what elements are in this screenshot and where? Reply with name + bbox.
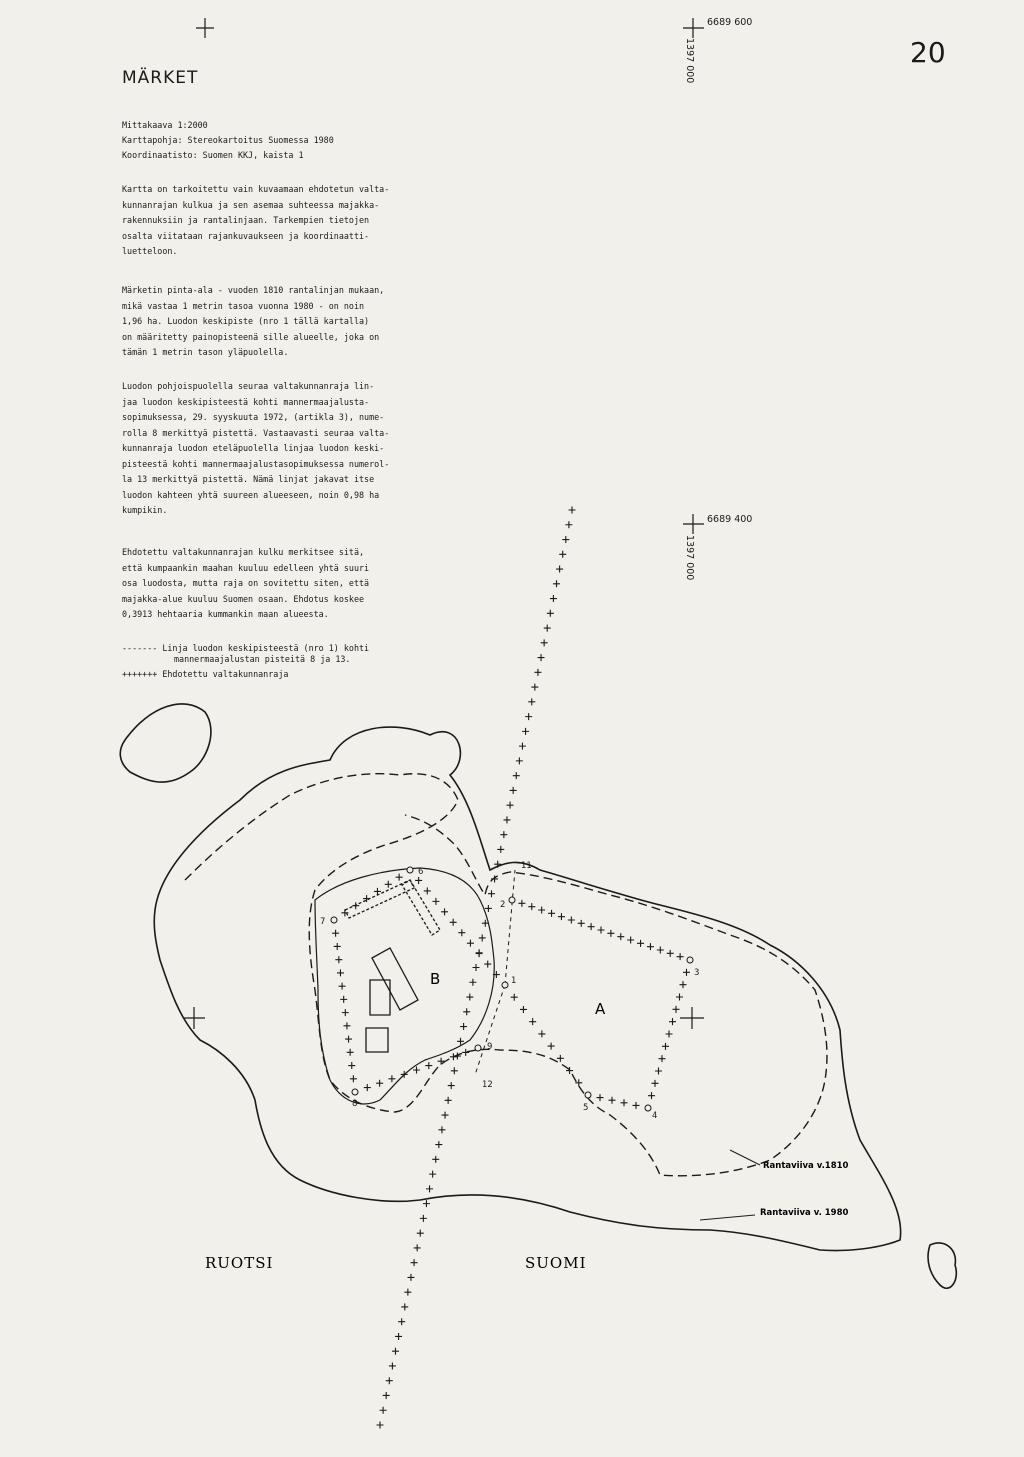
point-label-8: 8 (352, 1099, 358, 1109)
border-plus-mark (423, 1200, 430, 1207)
point-label-9: 9 (487, 1042, 493, 1052)
border-plus-mark (548, 1043, 555, 1050)
point-2 (509, 897, 515, 903)
border-plus-mark (442, 1112, 449, 1119)
border-plus-mark (426, 1185, 433, 1192)
border-plus-mark (575, 1079, 582, 1086)
border-plus-mark (683, 969, 690, 976)
border-plus-mark (352, 902, 359, 909)
border-plus-mark (676, 994, 683, 1001)
point-label-6: 6 (418, 867, 424, 877)
border-plus-mark (621, 1099, 628, 1106)
border-plus-mark (522, 728, 529, 735)
border-plus-mark (450, 919, 457, 926)
base-map-text: Karttapohja: Stereokartoitus Suomessa 1980 (122, 135, 334, 145)
border-plus-mark (662, 1043, 669, 1050)
border-plus-mark (569, 507, 576, 514)
border-plus-mark (528, 698, 535, 705)
border-plus-mark (538, 1030, 545, 1037)
border-plus-mark (511, 994, 518, 1001)
border-plus-mark (450, 1053, 457, 1060)
point-label-11: 11 (521, 861, 532, 871)
point-5 (585, 1092, 591, 1098)
border-plus-mark (541, 639, 548, 646)
border-plus-mark (467, 940, 474, 947)
border-plus-mark (383, 1392, 390, 1399)
country-label-west: RUOTSI (205, 1254, 274, 1272)
point-6 (407, 867, 413, 873)
area-label-a: A (595, 1000, 606, 1018)
border-plus-mark (413, 1067, 420, 1074)
border-plus-mark (562, 536, 569, 543)
border-plus-mark (441, 908, 448, 915)
border-plus-mark (547, 610, 554, 617)
point-label-4: 4 (652, 1111, 658, 1121)
border-plus-mark (669, 1018, 676, 1025)
border-plus-mark (667, 950, 674, 957)
border-plus-mark (553, 580, 560, 587)
point-7 (331, 917, 337, 923)
legend-centre-line-cont: mannermaajalustan pisteitä 8 ja 13. (174, 654, 351, 664)
building-wall (345, 880, 414, 918)
point-label-5: 5 (583, 1103, 589, 1113)
border-plus-mark (425, 1062, 432, 1069)
proposed-border (331, 507, 694, 1429)
border-plus-mark (568, 917, 575, 924)
islet-southeast (928, 1243, 956, 1288)
border-plus-mark (617, 933, 624, 940)
border-plus-mark (637, 940, 644, 947)
building-1 (372, 948, 418, 1010)
border-plus-mark (411, 1259, 418, 1266)
border-plus-mark (432, 1156, 439, 1163)
border-plus-mark (460, 1023, 467, 1030)
legend-border-text: Ehdotettu valtakunnanraja (162, 669, 289, 679)
grid-coord-north-mid: 6689 400 (707, 514, 753, 525)
border-plus-mark (657, 947, 664, 954)
border-plus-mark (655, 1068, 662, 1075)
grid-cross-map-west (183, 1007, 205, 1029)
border-plus-mark (550, 595, 557, 602)
border-plus-mark (364, 1084, 371, 1091)
border-plus-mark (451, 1067, 458, 1074)
border-plus-mark (503, 816, 510, 823)
shoreline-1810-label: Rantaviiva v.1810 (763, 1161, 849, 1171)
border-plus-mark (458, 929, 465, 936)
border-plus-mark (578, 920, 585, 927)
border-plus-mark (377, 1422, 384, 1429)
border-plus-mark (337, 969, 344, 976)
shoreline-1980 (154, 727, 900, 1250)
point-8 (352, 1089, 358, 1095)
border-plus-mark (342, 1009, 349, 1016)
border-plus-mark (348, 1062, 355, 1069)
border-plus-mark (479, 934, 486, 941)
border-plus-mark (633, 1102, 640, 1109)
point-9 (475, 1045, 481, 1051)
border-plus-mark (401, 1303, 408, 1310)
grid-crosses (183, 18, 704, 1029)
lighthouse-buildings (345, 880, 440, 1052)
border-plus-mark (332, 930, 339, 937)
border-plus-mark (597, 1094, 604, 1101)
border-plus-mark (395, 1333, 402, 1340)
border-plus-mark (558, 913, 565, 920)
border-plus-mark (484, 961, 491, 968)
border-plus-mark (420, 1215, 427, 1222)
point-label-3: 3 (694, 968, 700, 978)
border-plus-mark (520, 1006, 527, 1013)
border-plus-mark (407, 1274, 414, 1281)
shoreline-leaders (700, 1150, 760, 1220)
grid-coord-east-top: 1397 000 (684, 38, 695, 84)
border-plus-mark (404, 1289, 411, 1296)
border-plus-mark (417, 1230, 424, 1237)
border-plus-mark (598, 927, 605, 934)
grid-cross-top-right (683, 18, 704, 38)
border-plus-mark (462, 1049, 469, 1056)
border-plus-mark (398, 1318, 405, 1325)
legend-dash-symbol: ------- (122, 643, 158, 653)
border-plus-mark (588, 923, 595, 930)
border-plus-mark (507, 802, 514, 809)
border-plus-mark (347, 1049, 354, 1056)
border-plus-mark (414, 1244, 421, 1251)
point-label-1: 1 (511, 976, 517, 986)
building-3 (366, 1028, 388, 1052)
border-plus-mark (534, 669, 541, 676)
border-plus-mark (609, 1097, 616, 1104)
border-plus-mark (518, 900, 525, 907)
border-plus-mark (510, 787, 517, 794)
border-plus-mark (557, 1055, 564, 1062)
border-plus-mark (497, 846, 504, 853)
border-plus-mark (529, 1018, 536, 1025)
border-plus-mark (432, 898, 439, 905)
paragraph-purpose: Kartta on tarkoitettu vain kuvaamaan ehdotetun valta- kunnanrajan kulkua ja sen asemaa suhteessa majakka- rakennuksiin ja rantalinjaan. Tarkempien tietojen osalta viitataan rajankuvaukseen ja koordinaatti- luetteloon. (122, 184, 390, 256)
coordinate-system-text: Koordinaatisto: Suomen KKJ, kaista 1 (122, 150, 304, 160)
border-plus-mark (463, 1008, 470, 1015)
border-plus-mark (548, 910, 555, 917)
point-4 (645, 1105, 651, 1111)
border-plus-mark (376, 1080, 383, 1087)
border-plus-mark (627, 937, 634, 944)
islet-northwest (120, 704, 211, 782)
border-plus-mark (652, 1080, 659, 1087)
paragraph-border-lines: Luodon pohjoispuolella seuraa valtakunnanraja lin- jaa luodon keskipisteestä kohti mannermaajalusta- sopimuksessa, 29. syyskuuta 1972, (artikla 3), nume- rolla 8 merkittyä pistettä. Vastaavasti seuraa valta- kunnanraja luodon eteläpuolella linjaa luodon keski- pisteestä kohti mannermaajalustasopimuksessa numerol- la 13 merkittyä pistettä. Nämä linjat jakavat itse luodon kahteen yhtä suureen alueeseen, noin 0,98 ha kumpikin. (122, 381, 390, 515)
legend-centre-line-text: Linja luodon keskipisteestä (nro 1) kohti (162, 643, 370, 653)
leader-1810 (730, 1150, 760, 1165)
border-plus-mark (388, 1075, 395, 1082)
point-label-2: 2 (500, 900, 506, 910)
building-wall-2 (402, 880, 440, 935)
grid-cross-mid-right (683, 514, 704, 534)
border-plus-mark (435, 1141, 442, 1148)
border-plus-mark (607, 930, 614, 937)
shoreline-1980-label: Rantaviiva v. 1980 (760, 1208, 849, 1218)
border-plus-mark (389, 1362, 396, 1369)
border-plus-mark (424, 887, 431, 894)
border-plus-mark (350, 1075, 357, 1082)
border-plus-mark (516, 757, 523, 764)
border-plus-mark (469, 979, 476, 986)
border-plus-mark (473, 964, 480, 971)
border-plus-mark (438, 1126, 445, 1133)
map-title: MÄRKET (122, 68, 199, 88)
point-1 (502, 982, 508, 988)
border-plus-mark (334, 943, 341, 950)
border-plus-mark (380, 1407, 387, 1414)
paragraph-area: Märketin pinta-ala - vuoden 1810 rantalinjan mukaan, mikä vastaa 1 metrin tasoa vuonna 1980 - on noin 1,96 ha. Luodon keskipiste (nro 1 tällä kartalla) on määritetty painopisteenä sille alueelle, joka on tämän 1 metrin tason yläpuolella. (122, 285, 385, 357)
centre-line-north (505, 870, 515, 985)
border-plus-mark (513, 772, 520, 779)
border-plus-mark (544, 625, 551, 632)
border-plus-mark (429, 1171, 436, 1178)
border-plus-mark (488, 890, 495, 897)
border-plus-mark (519, 743, 526, 750)
border-plus-mark (374, 888, 381, 895)
border-plus-mark (445, 1097, 452, 1104)
border-plus-mark (500, 831, 507, 838)
page-number: 20 (910, 36, 946, 69)
grid-coord-north-top: 6689 600 (707, 17, 753, 28)
border-plus-mark (415, 877, 422, 884)
point-3 (687, 957, 693, 963)
border-plus-mark (386, 1377, 393, 1384)
scale-text: Mittakaava 1:2000 (122, 120, 208, 130)
border-plus-mark (335, 956, 342, 963)
border-plus-mark (485, 905, 492, 912)
grid-cross-top-left (196, 18, 214, 38)
border-plus-mark (339, 983, 346, 990)
border-plus-mark (385, 881, 392, 888)
border-plus-mark (340, 996, 347, 1003)
border-plus-mark (476, 950, 483, 957)
border-plus-mark (538, 907, 545, 914)
border-plus-mark (666, 1031, 673, 1038)
point-label-7: 7 (320, 917, 326, 927)
border-plus-mark (677, 953, 684, 960)
border-plus-mark (680, 981, 687, 988)
border-plus-mark (673, 1006, 680, 1013)
border-plus-mark (466, 994, 473, 1001)
border-plus-mark (538, 654, 545, 661)
grid-cross-map-east (680, 1007, 704, 1029)
leader-1980 (700, 1215, 755, 1220)
border-plus-mark (556, 566, 563, 573)
border-plus-mark (343, 1022, 350, 1029)
border-plus-mark (559, 551, 566, 558)
grid-coord-east-mid: 1397 000 (684, 535, 695, 581)
border-plus-mark (565, 521, 572, 528)
point-label-12: 12 (482, 1080, 493, 1090)
border-plus-mark (345, 1036, 352, 1043)
border-plus-mark (392, 1348, 399, 1355)
border-plus-mark (448, 1082, 455, 1089)
border-plus-mark (531, 684, 538, 691)
legend-plus-symbol: +++++++ (122, 669, 158, 679)
border-plus-mark (396, 874, 403, 881)
border-plus-mark (659, 1055, 666, 1062)
country-label-east: SUOMI (525, 1254, 587, 1272)
border-plus-mark (525, 713, 532, 720)
border-plus-mark (528, 903, 535, 910)
area-label-b: B (430, 970, 441, 988)
border-plus-mark (648, 1092, 655, 1099)
paragraph-proposal: Ehdotettu valtakunnanrajan kulku merkitsee sitä, että kumpaankin maahan kuuluu edelleen yhtä suuri osa luodosta, mutta raja on sovitettu siten, että majakka-alue kuuluu Suomen osaan. Ehdotus koskee 0,3913 hehtaaria kummankin maan alueesta. (122, 547, 370, 619)
border-plus-mark (438, 1058, 445, 1065)
border-plus-mark (647, 943, 654, 950)
